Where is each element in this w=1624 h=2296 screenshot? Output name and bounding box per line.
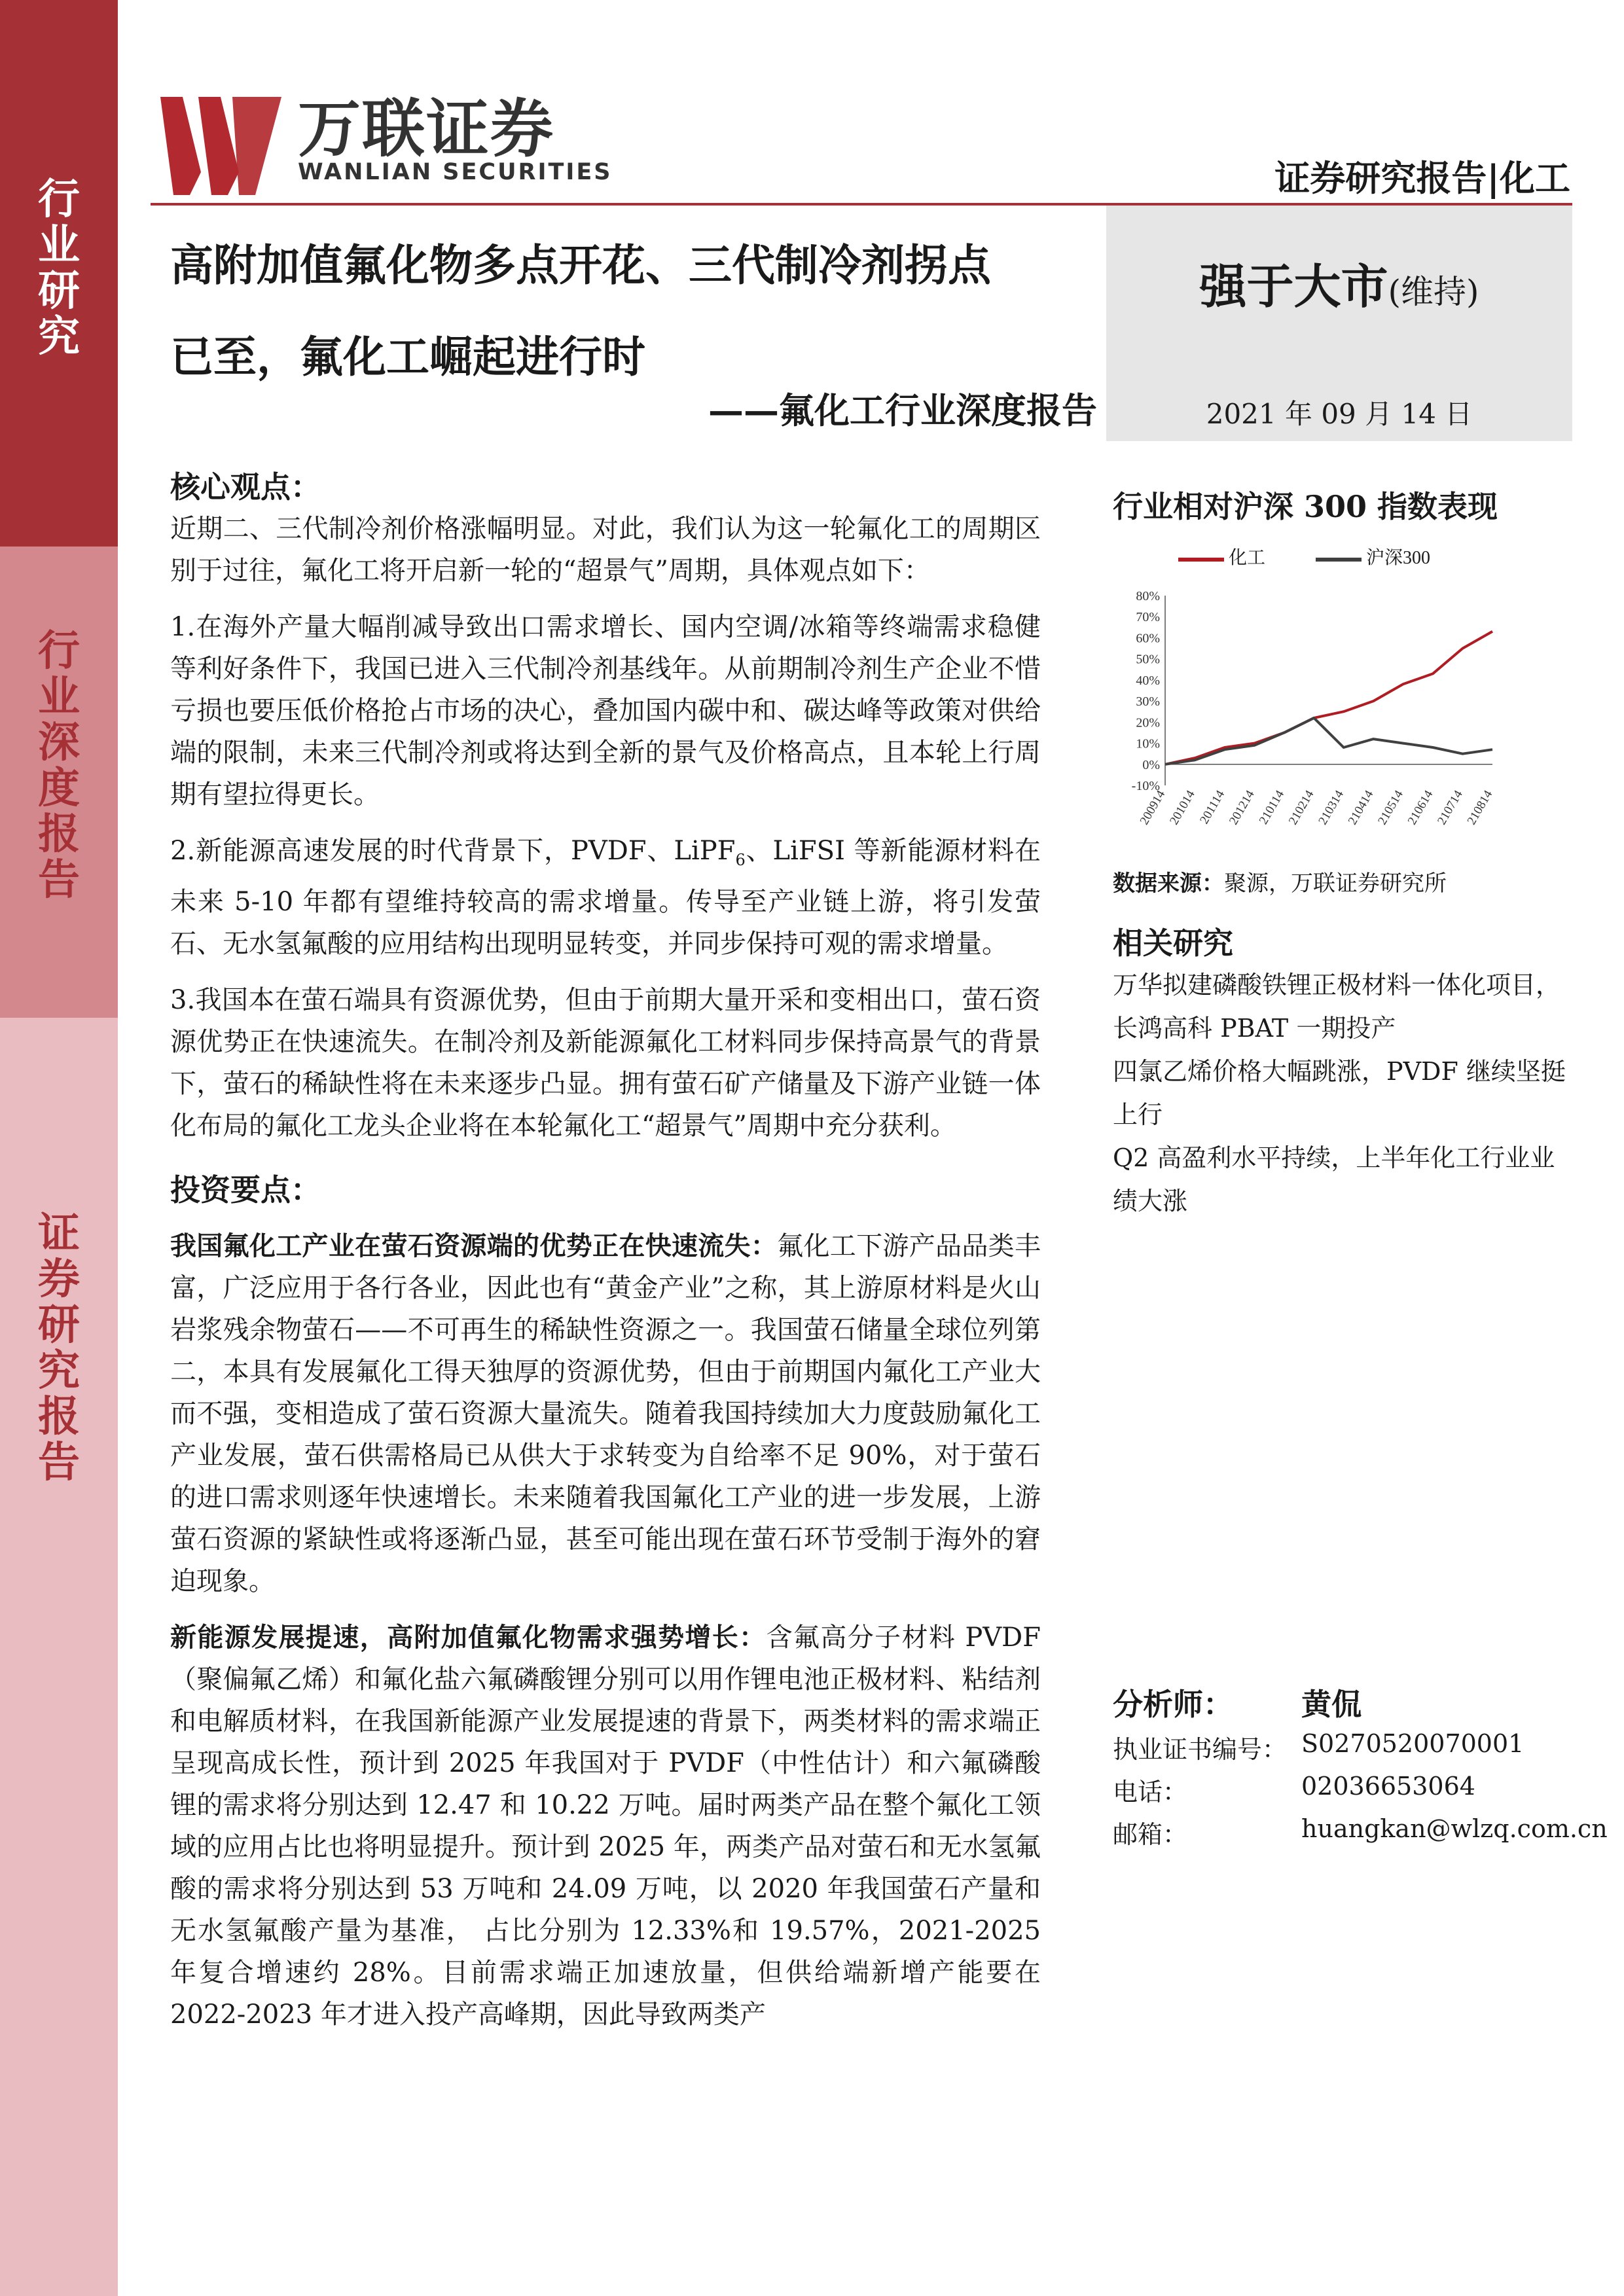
analyst-name: 黄侃 — [1301, 1687, 1362, 1722]
sidebar-label-deep-report: 行 业 深 度 报 告 — [38, 626, 80, 905]
invest-point-1: 我国氟化工产业在萤石资源端的优势正在快速流失：氟化工下游产品品类丰富，广泛应用于各行各业，因此也有“黄金产业”之称，其上游原材料是火山岩浆残余物萤石——不可再生的稀缺性资源之一。我国萤石储量全球位列第二，本具有发展氟化工得天独厚的资源优势，但由于前期国内氟化工产业大而不强，变相造成了萤石资源大量流失。随着我国持续加大力度鼓励氟化工产业发展，萤石供需格局已从供大于求转变为自给率不足 90%，对于萤石的进口需求则逐年快速增长。未来随着我国氟化工产业的进一步发展，上游萤石资源的紧缺性或将逐渐凸显，甚至可能出现在萤石环节受制于海外的窘迫现象。 — [170, 1230, 1041, 1596]
core-intro: 近期二、三代制冷剂价格涨幅明显。对此，我们认为这一轮氟化工的周期区别于过往，氟化工将开启新一轮的“超景气”周期，具体观点如下： — [170, 514, 1041, 586]
legend-item-chemical: 化工 — [1178, 543, 1265, 569]
series-line-chemical — [1165, 632, 1492, 764]
x-tick-label: 201114 — [1197, 788, 1228, 827]
x-tick-label: 201014 — [1167, 788, 1198, 827]
y-tick-label: 70% — [1136, 610, 1160, 625]
chart-title: 行业相对沪深 300 指数表现 — [1113, 489, 1498, 524]
related-item[interactable]: Q2 高盈利水平持续，上半年化工行业业绩大涨 — [1113, 1143, 1555, 1215]
core-heading: 核心观点： — [170, 469, 321, 505]
related-list — [1113, 963, 1571, 1223]
x-tick-label: 210414 — [1345, 788, 1377, 827]
core-viewpoints — [170, 466, 1041, 2036]
sidebar-label-securities-report: 证 券 研 究 报 告 — [38, 1209, 80, 1487]
report-date: 2021 年 09 月 14 日 — [1206, 398, 1473, 430]
report-title — [170, 219, 1100, 403]
x-tick-label: 210614 — [1405, 788, 1436, 827]
y-tick-label: 0% — [1142, 757, 1160, 772]
logo-w-icon — [160, 97, 285, 195]
sidebar-label-industry-research: 行 业 研 究 — [38, 175, 80, 361]
core-point-3: 3.我国本在萤石端具有资源优势，但由于前期大量开采和变相出口，萤石资源优势正在快速流失。在制冷剂及新能源氟化工材料同步保持高景气的背景下，萤石的稀缺性将在未来逐步凸显。拥有萤石矿产储量及下游产业链一体化布局的氟化工龙头企业将在本轮氟化工“超景气”周期中充分获利。 — [170, 985, 1041, 1141]
x-tick-label: 210714 — [1435, 788, 1466, 827]
invest-point-2: 新能源发展提速，高附加值氟化物需求强势增长：含氟高分子材料 PVDF（聚偏氟乙烯）和氟化盐六氟磷酸锂分别可以用作锂电池正极材料、粘结剂和电解质材料，在我国新能源产业发展提速的背景下，两类材料的需求端正呈现高成长性，预计到 2025 年我国对于 PVDF（中性估计）和六氟磷酸锂的需求将分别达到 12.47 和 10.22 万吨。届时两类产品在整个氟化工领域的应用占比也将明显提升。预计到 2025 年，两类产品对萤石和无水氢氟酸的需求将分别达到 53 万吨和 24.09 万吨，以 2020 年我国萤石产量和无水氢氟酸产量为基准， 占比分别为 12.33%和 19.57%，2021-2025 年复合增速约 28%。目前需求端正加速放量，但供给端新增产能要在 2022-2023 年才进入投产高峰期，因此导致两类产 — [170, 1622, 1041, 2030]
x-tick-label: 210314 — [1316, 788, 1347, 827]
title-line-1: 高附加值氟化物多点开花、三代制冷剂拐点 — [170, 240, 991, 291]
related-item[interactable]: 万华拟建磷酸铁锂正极材料一体化项目，长鸿高科 PBAT 一期投产 — [1113, 971, 1561, 1043]
legend-item-hs300: 沪深300 — [1316, 543, 1430, 569]
analyst-label: 分析师： — [1113, 1687, 1233, 1722]
x-tick-label: 210214 — [1286, 788, 1317, 827]
logo-english-name: WANLIAN SECURITIES — [298, 159, 613, 185]
data-source: 数据来源：聚源，万联证券研究所 — [1113, 870, 1447, 897]
y-tick-label: -10% — [1131, 779, 1160, 793]
y-tick-label: 10% — [1136, 736, 1160, 751]
y-tick-label: 20% — [1136, 715, 1160, 730]
x-tick-label: 200914 — [1137, 788, 1168, 827]
invest-heading: 投资要点： — [170, 1172, 321, 1208]
x-tick-label: 201214 — [1227, 788, 1257, 827]
legend-swatch-chemical — [1178, 558, 1224, 562]
y-tick-label: 50% — [1136, 652, 1160, 667]
rating-note: (维持) — [1388, 273, 1479, 311]
y-tick-label: 80% — [1136, 589, 1160, 603]
legend-swatch-hs300 — [1316, 558, 1362, 562]
phone-number: 02036653064 — [1301, 1772, 1475, 1801]
core-point-2: 2.新能源高速发展的时代背景下，PVDF、LiPF$_6$、LiFSI 等新能源材料在未来 5-10 年都有望维持较高的需求增量。传导至产业链上游，将引发萤石、无水氢氟酸的应用结构出现明显转变，并同步保持可观的需求增量。 — [170, 836, 1041, 959]
logo-chinese-name: 万联证券 — [298, 92, 554, 166]
rating — [1106, 249, 1572, 317]
rating-main: 强于大市 — [1199, 259, 1388, 314]
cert-number: S0270520070001 — [1301, 1729, 1525, 1758]
performance-chart — [1113, 583, 1571, 857]
report-subtitle: ——氟化工行业深度报告 — [708, 389, 1097, 431]
y-tick-label: 30% — [1136, 694, 1160, 709]
x-tick-label: 210514 — [1375, 788, 1406, 827]
y-tick-label: 40% — [1136, 673, 1160, 688]
y-tick-label: 60% — [1136, 631, 1160, 646]
series-line-hs300 — [1165, 718, 1492, 764]
x-tick-label: 210814 — [1464, 788, 1496, 827]
cert-label: 执业证书编号： — [1113, 1735, 1288, 1764]
related-item[interactable]: 四氯乙烯价格大幅跳涨，PVDF 继续坚挺上行 — [1113, 1057, 1566, 1129]
title-line-2: 已至，氟化工崛起进行时 — [170, 331, 645, 382]
related-heading: 相关研究 — [1113, 925, 1233, 961]
email-address[interactable]: huangkan@wlzq.com.cn — [1301, 1814, 1608, 1843]
email-label: 邮箱： — [1113, 1820, 1188, 1849]
core-point-1: 1.在海外产量大幅削减导致出口需求增长、国内空调/冰箱等终端需求稳健等利好条件下，我国已进入三代制冷剂基线年。从前期制冷剂生产企业不惜亏损也要压低价格抢占市场的决心，叠加国内碳中和、碳达峰等政策对供给端的限制，未来三代制冷剂或将达到全新的景气及价格高点，且本轮上行周期有望拉得更长。 — [170, 612, 1041, 810]
report-type: 证券研究报告|化工 — [1274, 157, 1570, 199]
x-tick-label: 210114 — [1256, 788, 1288, 827]
phone-label: 电话： — [1113, 1778, 1188, 1806]
